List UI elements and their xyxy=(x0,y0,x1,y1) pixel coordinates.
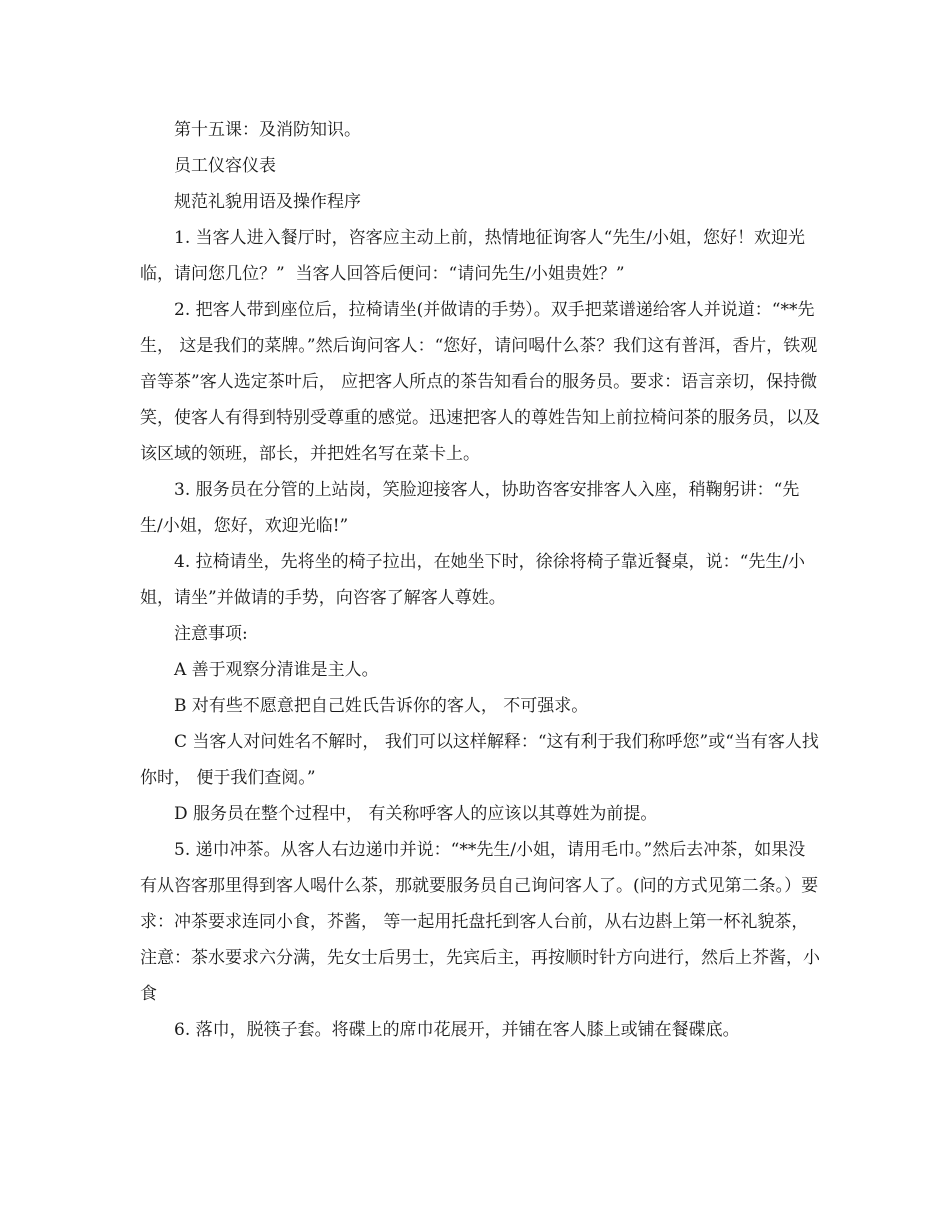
paragraph-5: 5. 递巾冲茶。从客人右边递巾并说：“**先生/小姐，请用毛巾。”然后去冲茶，如果没有从咨客那里得到客人喝什么茶，那就要服务员自己询问客人了。(问的方式见第二条。）要求：冲茶要求连同小食，芥酱， 等一起用托盘托到客人台前，从右边斟上第一杯礼貌茶，注意：茶水要求六分满，先女士后男士，先宾后主，再按顺时针方向进行，然后上芥酱，小食 xyxy=(140,840,820,1004)
note-b: B 对有些不愿意把自己姓氏告诉你的客人， 不可强求。 xyxy=(174,696,589,716)
note-a: A 善于观察分清谁是主人。 xyxy=(174,660,379,680)
paragraph-2: 2. 把客人带到座位后，拉椅请坐(并做请的手势）。双手把菜谱递给客人并说道：“**先生， 这是我们的菜牌。”然后询问客人：“您好，请问喝什么茶？我们这有普洱，香片，铁观音等茶”客人选定茶叶后， 应把客人所点的茶告知看台的服务员。要求：语言亲切，保持微笑，使客人有得到特别受尊重的感觉。迅速把客人的尊姓告知上前拉椅问茶的服务员，以及该区域的领班，部长，并把姓名写在菜卡上。 xyxy=(140,300,820,464)
notes-heading: 注意事项: xyxy=(174,624,248,644)
lesson-title: 第十五课：及消防知识。 xyxy=(174,120,361,140)
section-heading-procedure: 规范礼貌用语及操作程序 xyxy=(174,192,361,212)
paragraph-4: 4. 拉椅请坐，先将坐的椅子拉出，在她坐下时，徐徐将椅子靠近餐桌，说：“先生/小姐，请坐”并做请的手势，向咨客了解客人尊姓。 xyxy=(140,552,806,608)
note-d: D 服务员在整个过程中， 有关称呼客人的应该以其尊姓为前提。 xyxy=(174,804,658,824)
section-heading-appearance: 员工仪容仪表 xyxy=(174,156,276,176)
note-c: C 当客人对问姓名不解时， 我们可以这样解释：“这有利于我们称呼您”或“当有客人找你时， 便于我们查阅。” xyxy=(140,732,819,788)
paragraph-1: 1. 当客人进入餐厅时，咨客应主动上前，热情地征询客人“先生/小姐，您好！欢迎光临，请问您几位？” 当客人回答后便问：“请问先生/小姐贵姓？” xyxy=(140,228,806,284)
paragraph-6: 6. 落巾，脱筷子套。将碟上的席巾花展开，并铺在客人膝上或铺在餐碟底。 xyxy=(174,1020,740,1040)
paragraph-3: 3. 服务员在分管的上站岗，笑脸迎接客人，协助咨客安排客人入座，稍鞠躬讲：“先生/小姐，您好，欢迎光临!” xyxy=(140,480,800,536)
document-body xyxy=(140,112,820,1048)
